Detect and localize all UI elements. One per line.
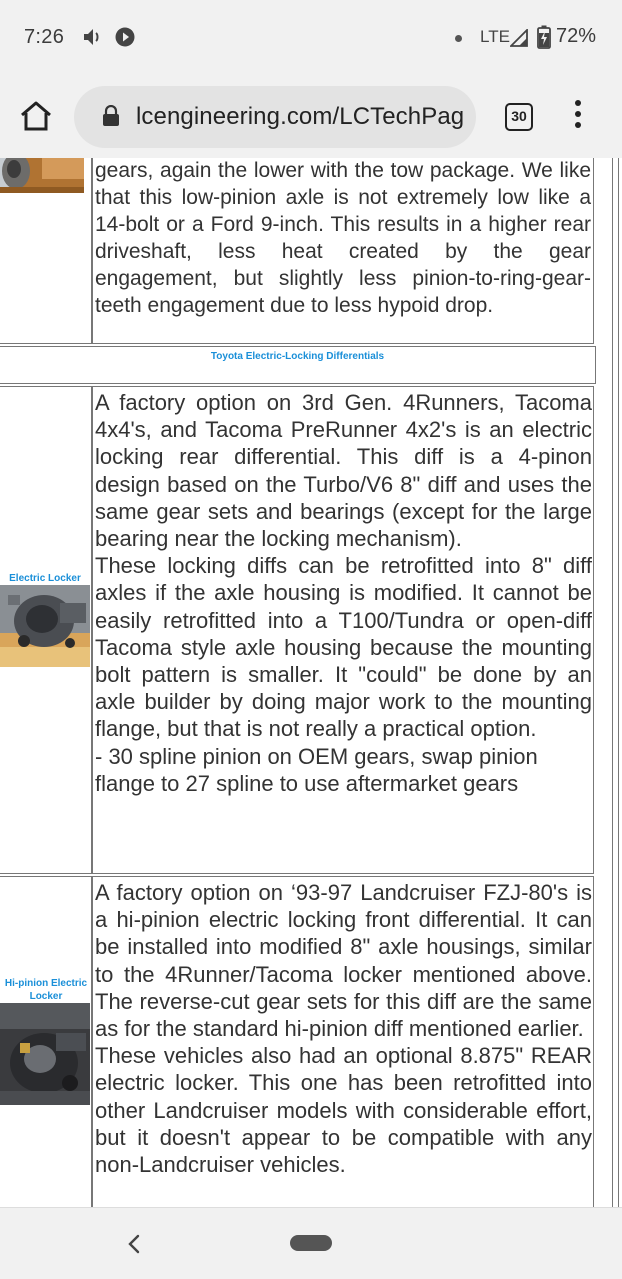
status-time: 7:26	[24, 26, 65, 48]
paragraph: gears, again the lower with the tow package. We like that this low-pinion axle is not extremely low like a 14-bolt or a Ford 9-inch. This results in a higher rear driveshaft, less heat created by the gear engagement, but slightly less pinion-to-ring-gear-teeth engagement due to less hypoid drop.	[95, 159, 591, 317]
status-bar	[0, 0, 622, 76]
electric-locker-photo[interactable]	[0, 585, 90, 667]
back-icon[interactable]	[124, 1232, 144, 1256]
battery-charging-icon	[537, 25, 551, 49]
table-row	[0, 876, 596, 1207]
paragraph: These vehicles also had an optional 8.875" REAR electric locker. This one has been retrofitted into other Landcruiser models with considerable effort, but it doesn't appear to be compatible with any non-Landcruiser vehicles.	[95, 1043, 592, 1178]
system-nav-bar	[0, 1207, 622, 1279]
text-cell	[92, 158, 594, 344]
notification-dot-icon	[455, 35, 462, 42]
image-label[interactable]: Hi-pinion Electric Locker	[4, 978, 88, 1002]
paragraph: A factory option on ‘93-97 Landcruiser FZJ-80's is a hi-pinion electric locking front differential. It can be installed into modified 8" axle housings, similar to the 4Runner/Tacoma locker mentioned above. The reverse-cut gear sets for this diff are the same as for the standard hi-pinion diff mentioned earlier.	[95, 880, 592, 1042]
table-border	[612, 158, 613, 1207]
differential-photo[interactable]	[0, 158, 84, 193]
section-title-cell	[0, 346, 596, 384]
paragraph: - 30 spline pinion on OEM gears, swap pinion flange to 27 spline to use aftermarket gears	[95, 743, 538, 796]
image-label[interactable]: Electric Locker	[9, 573, 81, 584]
play-icon	[115, 27, 135, 47]
battery-percent: 72%	[556, 25, 597, 47]
section-title[interactable]: Toyota Electric-Locking Differentials	[210, 351, 385, 362]
lock-icon	[102, 105, 120, 127]
address-bar[interactable]	[74, 86, 476, 148]
table-row	[0, 158, 596, 344]
table-border	[618, 158, 619, 1207]
web-content	[0, 158, 622, 1207]
browser-toolbar	[0, 76, 622, 158]
paragraph: A factory option on 3rd Gen. 4Runners, Tacoma 4x4's, and Tacoma PreRunner 4x2's is an electric locking rear differential. This diff is a 4-pinon design based on the Turbo/V6 8" diff and uses the same gear sets and bearings (except for the large bearing near the locking mechanism).	[95, 390, 592, 552]
text-cell	[92, 876, 594, 1207]
home-pill-icon[interactable]	[290, 1235, 332, 1251]
image-cell	[0, 386, 92, 874]
tabs-icon[interactable]: 30	[505, 103, 533, 131]
network-type: LTE	[480, 27, 510, 46]
image-cell	[0, 876, 92, 1207]
more-vert-icon[interactable]	[572, 100, 584, 136]
text-cell	[92, 386, 594, 874]
hi-pinion-locker-photo[interactable]	[0, 1003, 90, 1105]
table-row	[0, 386, 596, 874]
signal-icon	[510, 29, 528, 47]
home-icon[interactable]	[18, 98, 54, 134]
image-cell	[0, 158, 92, 344]
volume-icon	[82, 27, 104, 47]
url-text[interactable]: lcengineering.com/LCTechPag	[136, 103, 465, 130]
paragraph: These locking diffs can be retrofitted into 8" diff axles if the axle housing is modified. It cannot be easily retrofitted into a T100/Tundra or open-diff Tacoma style axle housing because the mounting bolt pattern is smaller. It "could" be done by an axle builder by doing major work to the mounting flange, but that is not really a practical option.	[95, 553, 592, 742]
